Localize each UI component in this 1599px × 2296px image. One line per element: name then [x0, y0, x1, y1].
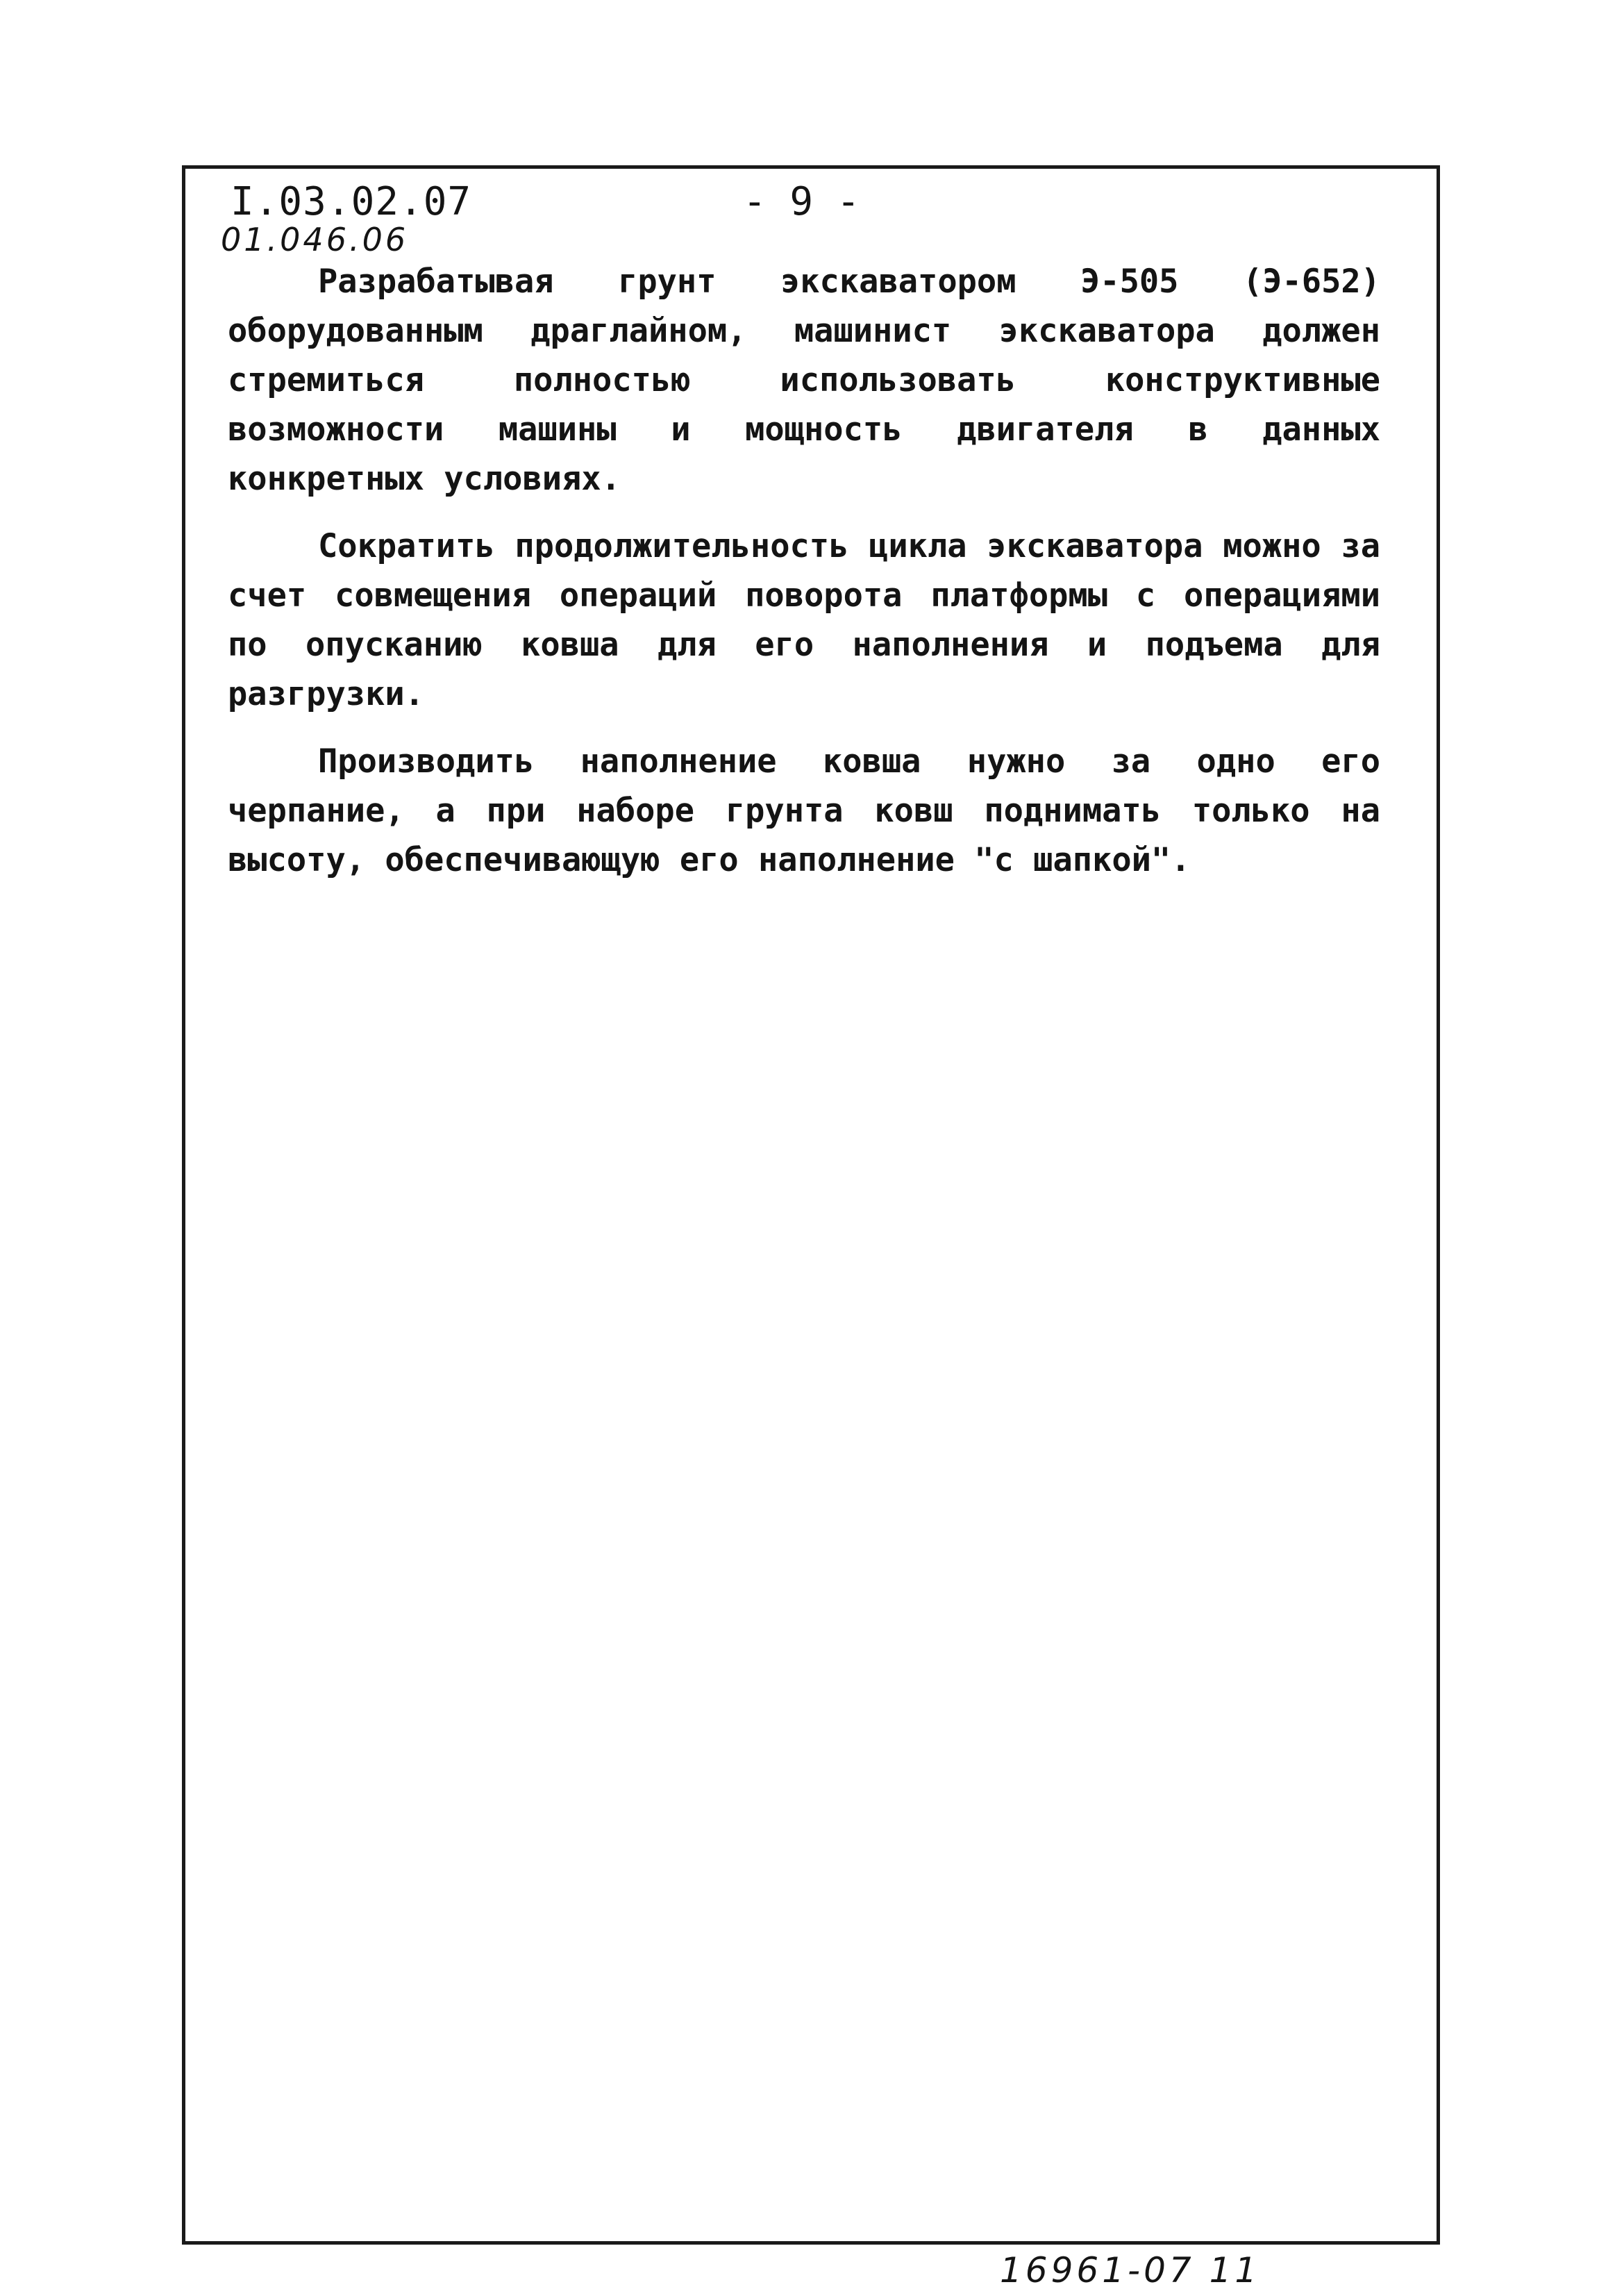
document-code: I.03.02.07	[231, 179, 472, 224]
page-number: - 9 -	[743, 179, 860, 224]
paragraph: Производить наполнение ковша нужно за одно его черпание, а при наборе грунта ковш поднимать только на высоту, обеспечивающую его наполнение "с шапкой".	[228, 742, 1380, 879]
body-text	[228, 257, 1380, 903]
paragraph: Разрабатывая грунт экскаватором Э-505 (Э-652) оборудованным драглайном, машинист экскаватора должен стремиться полностью использовать конструктивные возможности машины и мощность двигателя в данных конкретных условиях.	[228, 263, 1380, 498]
handwritten-code: 01.046.06	[221, 221, 409, 258]
footer-handwritten-code: 16961-07 11	[1000, 2250, 1261, 2290]
paragraph: Сократить продолжительность цикла экскаватора можно за счет совмещения операций поворота платформы с операциями по опусканию ковша для его наполнения и подъема для разгрузки.	[228, 527, 1380, 713]
